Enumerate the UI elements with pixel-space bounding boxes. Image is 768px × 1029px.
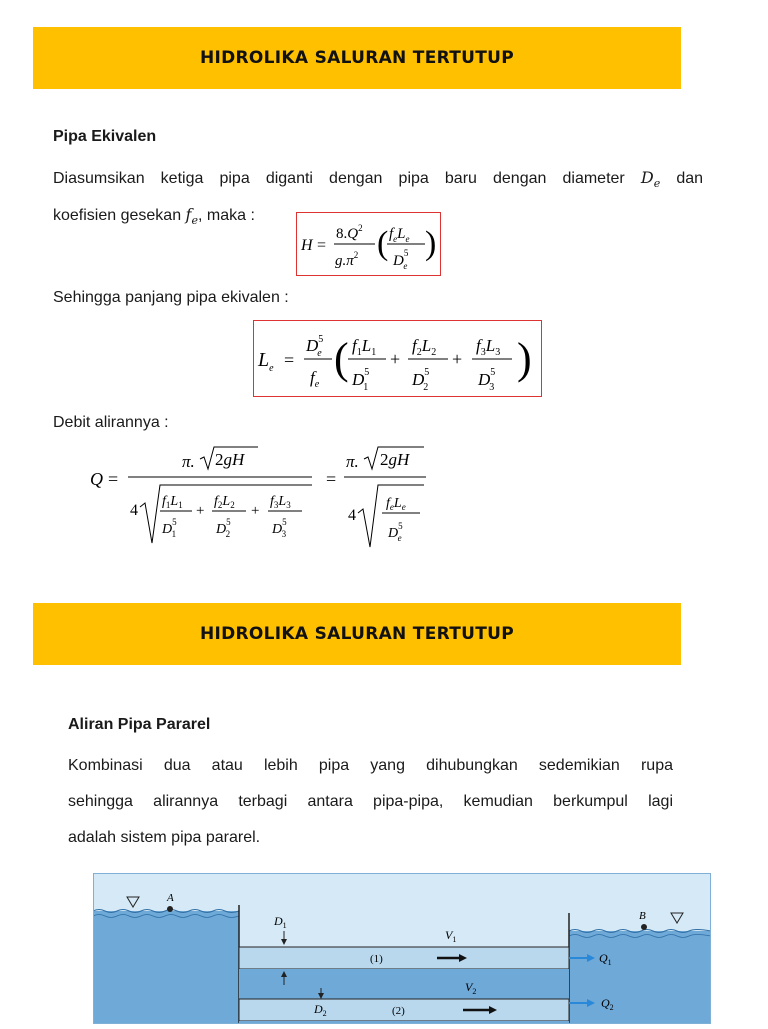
svg-text:feLe: $f_eL_e$ [389, 226, 410, 244]
formula-equivalent-length-graphic [254, 321, 541, 396]
svg-text:f1L1: $f_1L_1$ [352, 336, 377, 358]
paragraph [53, 197, 255, 239]
svg-text:H: H [301, 237, 313, 254]
svg-text:(: ( [377, 225, 389, 262]
formula-head-loss [296, 212, 441, 276]
math-symbol [640, 168, 661, 191]
d1-subscript: 1 [282, 921, 287, 930]
v1-subscript: 1 [452, 935, 457, 944]
point-a-label: A [167, 892, 174, 904]
svg-text:g.π2: $g.\pi^2$ [335, 250, 359, 269]
math-symbol [185, 205, 198, 228]
svg-text:π.: π. [182, 452, 195, 471]
formula-discharge [90, 445, 440, 560]
math-var: D [640, 168, 654, 187]
svg-text:D53: $D^5$ 3 [478, 367, 496, 393]
svg-text:=: = [108, 469, 119, 489]
math-subscript: e [191, 214, 198, 228]
svg-text:D51: $D^5$ 1 [352, 367, 370, 393]
left-reservoir [93, 911, 239, 1024]
svg-text:D53: $D^5$ 3 [272, 517, 287, 539]
formula-equivalent-length [253, 320, 542, 397]
formula-discharge-graphic [90, 445, 440, 555]
paragraph: Debit alirannya : [53, 414, 169, 431]
svg-text:+: + [251, 503, 260, 519]
paragraph-line: adalah sistem pipa pararel. [68, 829, 261, 846]
v2-subscript: 2 [472, 987, 477, 996]
svg-text:(: ( [334, 334, 349, 383]
svg-text:): ) [425, 225, 437, 262]
svg-text:4: 4 [348, 507, 356, 524]
q1-subscript: 1 [607, 958, 612, 967]
pipe-2-label: (2) [392, 1005, 405, 1017]
pipe-1 [239, 947, 569, 969]
svg-text:+: + [452, 349, 463, 369]
svg-text:f3L3: $f_3L_3$ [270, 494, 291, 510]
svg-text:8.Q2: $8.Q^2$ [336, 223, 363, 242]
v1-label: V [445, 928, 453, 942]
math-var: f [185, 205, 192, 224]
paragraph-line: sehingga alirannya terbagi antara pipa-pipa, kemudian berkumpul lagi [68, 793, 673, 810]
v2-label: V [465, 980, 473, 994]
svg-text:D52: $D^5$ 2 [216, 517, 231, 539]
math-subscript: e [653, 177, 661, 191]
svg-text:f1L1: $f_1L_1$ [162, 494, 183, 510]
point-b-label: B [639, 910, 646, 922]
formula-head-loss-graphic [297, 213, 440, 275]
svg-text:D52: $D^5$ 2 [412, 367, 430, 393]
q2-subscript: 2 [609, 1003, 614, 1012]
paragraph-line: Kombinasi dua atau lebih pipa yang dihubungkan sedemikian rupa [68, 757, 673, 774]
svg-text:π.: π. [346, 452, 359, 471]
svg-text:Q: Q [90, 469, 103, 489]
right-reservoir [569, 931, 711, 1024]
svg-text:feLe: $f_eL_e$ [386, 496, 406, 512]
svg-text:Le: $L_e$ [258, 349, 274, 374]
svg-text:2gH: 2gH [215, 450, 245, 469]
svg-text:+: + [196, 503, 205, 519]
paragraph-text: Diasumsikan ketiga pipa diganti dengan pipa baru dengan diameter [53, 170, 625, 187]
svg-text:D51: $D^5$ 1 [162, 517, 177, 539]
svg-text:f3L3: $f_3L_3$ [476, 336, 501, 358]
svg-text:=: = [326, 469, 337, 489]
d2-subscript: 2 [322, 1009, 327, 1018]
svg-text:f2L2: $f_2L_2$ [214, 494, 235, 510]
d2-label: D [314, 1002, 323, 1016]
d1-label: D [274, 914, 283, 928]
svg-text:D5e: $D^5$ e [306, 334, 324, 359]
section-banner: HIDROLIKA SALURAN TERTUTUP [33, 603, 681, 665]
paragraph-text: dan [676, 170, 704, 187]
paragraph: Sehingga panjang pipa ekivalen : [53, 289, 289, 306]
q1-label: Q [599, 951, 608, 965]
pipe-1-label: (1) [370, 953, 383, 965]
paragraph-text: , maka : [197, 207, 255, 224]
parallel-pipe-diagram [93, 873, 711, 1029]
svg-text:D5e: $D^5$ e [393, 248, 409, 271]
q2-label: Q [601, 996, 610, 1010]
paragraph-text: koefisien gesekan [53, 207, 182, 224]
svg-text:4: 4 [130, 502, 138, 519]
parallel-pipe-graphic [93, 873, 711, 1024]
svg-text:+: + [390, 349, 401, 369]
svg-text:): ) [517, 334, 532, 383]
svg-text:2gH: 2gH [380, 450, 410, 469]
section-heading: Aliran Pipa Pararel [68, 716, 211, 733]
svg-text:D5e: $D^5$ e [388, 521, 403, 543]
section-heading: Pipa Ekivalen [53, 128, 157, 145]
svg-text:=: = [284, 350, 295, 370]
svg-text:fe: $f_e$ [310, 368, 320, 390]
paragraph [53, 160, 703, 202]
svg-text:=: = [317, 237, 327, 254]
svg-text:f2L2: $f_2L_2$ [412, 336, 437, 358]
section-banner: HIDROLIKA SALURAN TERTUTUP [33, 27, 681, 89]
